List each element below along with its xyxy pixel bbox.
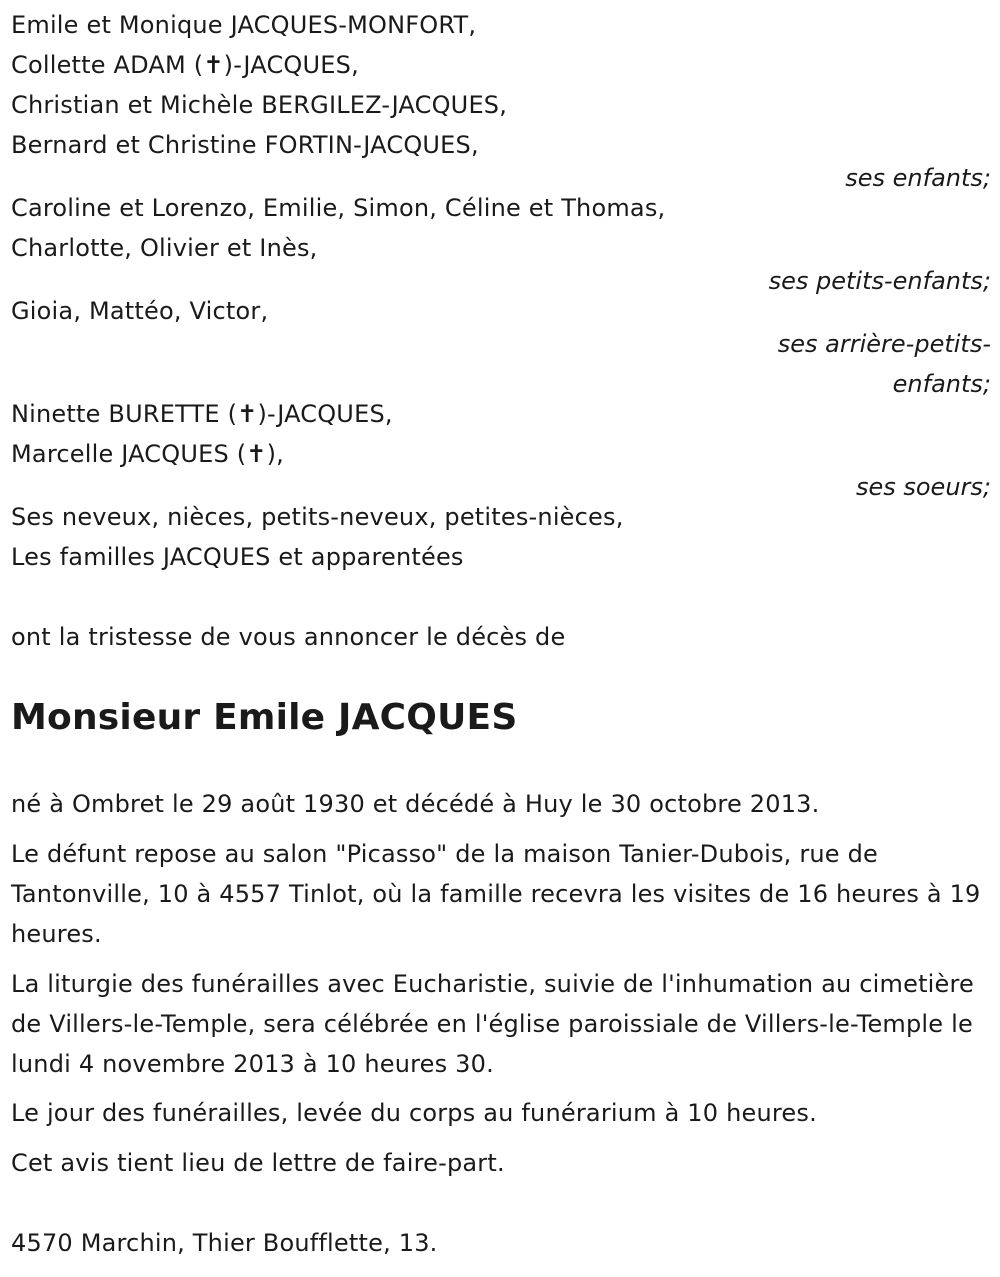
family-line: Gioia, Mattéo, Victor, [11, 297, 269, 325]
announcement-text: ont la tristesse de vous annoncer le décès de [11, 623, 566, 651]
liturgy-text: La liturgie des funérailles avec Eucharistie, suivie de l'inhumation au cimetière de Villers-le-Temple, sera célébrée en l'église paroissiale de Villers-le-Temple le lundi 4 novembre 2013 à 10 heures 30. [11, 970, 975, 1078]
grandchildren-group [11, 188, 991, 301]
address-text: 4570 Marchin, Thier Boufflette, 13. [11, 1229, 438, 1257]
other-relatives-group [11, 497, 991, 577]
family-line: Ninette BURETTE (✝)-JACQUES, [11, 400, 393, 428]
levee-text: Le jour des funérailles, levée du corps au funérarium à 10 heures. [11, 1099, 817, 1127]
family-line: Ses neveux, nièces, petits-neveux, petites-nièces, [11, 503, 624, 531]
birth-death-text: né à Ombret le 29 août 1930 et décédé à Huy le 30 octobre 2013. [11, 790, 820, 818]
family-line: Les familles JACQUES et apparentées [11, 543, 464, 571]
family-line: Emile et Monique JACQUES-MONFORT, [11, 11, 477, 39]
family-line: Bernard et Christine FORTIN-JACQUES, [11, 131, 479, 159]
family-line: Marcelle JACQUES (✝), [11, 440, 285, 468]
deceased-name: Monsieur Emile JACQUES [11, 697, 518, 738]
family-line: Collette ADAM (✝)-JACQUES, [11, 51, 359, 79]
great-grandchildren-group [11, 291, 991, 404]
rest-text: Le défunt repose au salon "Picasso" de la maison Tanier-Dubois, rue de Tantonville, 10 à 4557 Tinlot, où la famille recevra les visites de 16 heures à 19 heures. [11, 840, 981, 948]
role-label: ses soeurs; [855, 473, 991, 501]
children-group [11, 5, 991, 198]
sisters-group [11, 394, 991, 507]
role-label: ses petits-enfants; [768, 267, 991, 295]
role-label: ses arrière-petits- [777, 330, 991, 358]
family-line: Christian et Michèle BERGILEZ-JACQUES, [11, 91, 508, 119]
role-label: enfants; [892, 370, 991, 398]
family-line: Caroline et Lorenzo, Emilie, Simon, Céline et Thomas, [11, 194, 666, 222]
family-line: Charlotte, Olivier et Inès, [11, 234, 318, 262]
notice-text: Cet avis tient lieu de lettre de faire-part. [11, 1149, 505, 1177]
role-label: ses enfants; [845, 164, 991, 192]
